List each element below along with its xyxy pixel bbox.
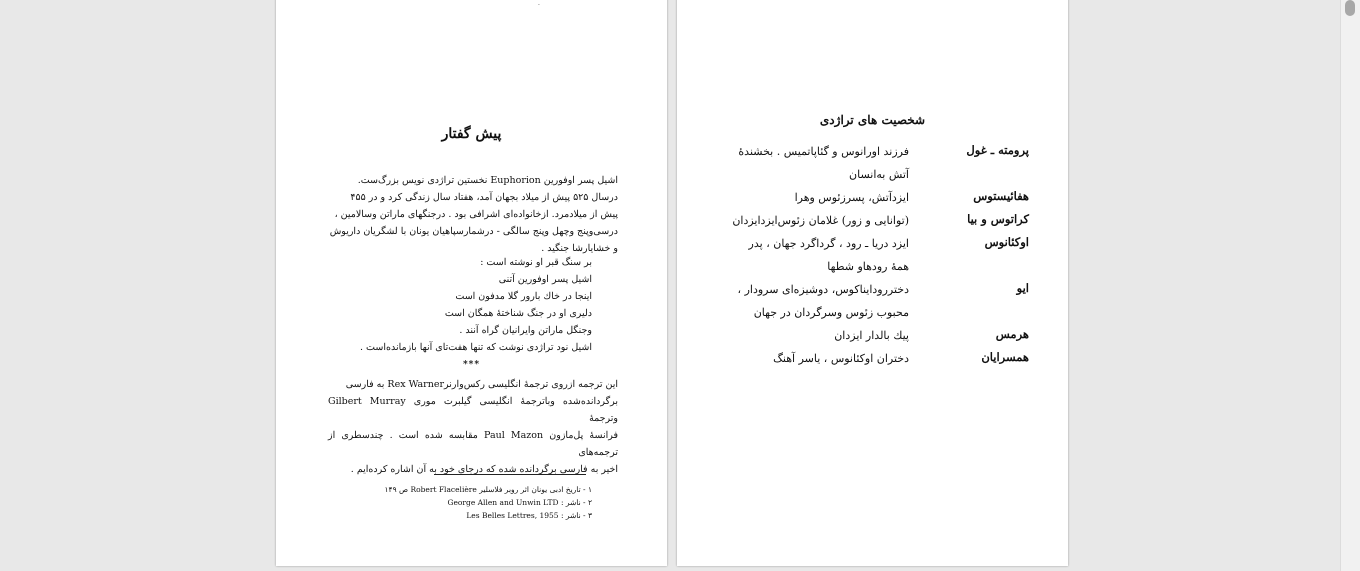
- vertical-scrollbar[interactable]: [1340, 0, 1360, 571]
- cast-entry: [717, 232, 1029, 278]
- cast-entry: [717, 186, 1029, 209]
- poem-line: اینجا در خاك بارور گلا مدفون است: [455, 291, 592, 302]
- text-line: اخیر به فارسی برگردانده شده که درجای خود به آن اشاره کرده‌ایم .: [350, 464, 618, 475]
- poem-line: دلیری او در جنگ شناختهٔ همگان است: [444, 308, 592, 319]
- text-line: آتش به‌انسان: [849, 168, 909, 181]
- poem-line: بر سنگ قبر او نوشته است :: [480, 257, 592, 268]
- text-line: فرزند اورانوس و گئاپاتمیس . بخشندهٔ: [738, 145, 909, 158]
- character-name: کراتوس و بیا: [967, 212, 1029, 226]
- footnote-divider: [434, 474, 586, 475]
- preface-paragraph-2: [328, 376, 618, 478]
- text-line: ایزدآتش، پسرزئوس وهرا: [794, 191, 909, 204]
- character-description: [717, 232, 909, 278]
- poem-line: اشیل نود تراژدی نوشت که تنها هفت‌تای آنها بازمانده‌است .: [360, 342, 592, 353]
- text-line: و خشایارشا جنگید .: [541, 243, 618, 254]
- text-line: برگردانده‌شده وباترجمهٔ انگلیسی گیلبرت موری Gilbert Murray وترجمهٔ: [328, 396, 618, 424]
- cast-entry: [717, 324, 1029, 347]
- character-description: [717, 324, 909, 347]
- text-line: دختران اوکئانوس ، یاسر آهنگ: [773, 352, 909, 365]
- text-line: درسی‌وپنج وچهل وپنج سالگی - درشمارسپاهیان یونان با لشگریان داریوش: [329, 226, 618, 237]
- character-name: اوکئانوس: [984, 235, 1029, 249]
- page-preface: [276, 0, 667, 566]
- scrollbar-thumb[interactable]: [1345, 0, 1355, 16]
- poem-line: اشیل پسر اوفورین آتنی: [498, 274, 592, 285]
- poem-line: وجنگل ماراتن وایرانیان گراه آنند .: [459, 325, 592, 336]
- text-line: دختررودایناکوس، دوشیزه‌ای سرودار ،: [737, 283, 909, 296]
- character-name: پرومته ـ غول: [966, 143, 1029, 157]
- text-line: فرانسهٔ پل‌مازون Paul Mazon مقابسه شده است . چندسطری از ترجمه‌های: [328, 430, 619, 458]
- footnote: ۲ - ناشر : George Allen and Unwin LTD: [447, 498, 592, 507]
- cast-entry: [717, 347, 1029, 370]
- text-line: همهٔ رودهاو شطها: [827, 260, 909, 273]
- preface-paragraph-1: [328, 172, 618, 257]
- text-line: درسال ۵۲۵ پیش از میلاد بجهان آمد، هفتاد سال زندگی کرد و در ۴۵۵: [350, 192, 618, 203]
- cast-entry: [717, 278, 1029, 324]
- character-name: ایو: [1016, 281, 1029, 295]
- cast-list: [717, 140, 1029, 370]
- page-mark: ·: [538, 2, 540, 9]
- characters-title: شخصیت های تراژدی: [819, 113, 926, 127]
- preface-title: پیش گفتار: [441, 126, 502, 142]
- footnote: ۱ - تاریخ ادبی یونان اثر روبر فلاسلیر Robert Flacelière ص ۱۴۹: [384, 485, 592, 494]
- cast-entry: [717, 140, 1029, 186]
- character-name: هفائیستوس: [973, 189, 1029, 203]
- footnotes: [346, 483, 592, 522]
- text-line: محبوب زئوس وسرگردان در جهان: [753, 306, 909, 319]
- character-description: [717, 347, 909, 370]
- character-name: همسرایان: [981, 350, 1029, 364]
- text-line: این ترجمه ازروی ترجمهٔ انگلیسی رکس‌وارنرRex Warner به فارسی: [345, 379, 618, 390]
- character-description: [717, 278, 909, 324]
- character-description: [717, 209, 909, 232]
- section-separator: ***: [462, 360, 481, 370]
- text-line: پیك بالدار ایزدان: [834, 329, 909, 342]
- character-description: [717, 186, 909, 209]
- cast-entry: [717, 209, 1029, 232]
- character-description: [717, 140, 909, 186]
- page-characters: [677, 0, 1068, 566]
- text-line: ایزد دریا ـ رود ، گرداگرد جهان ، پدر: [748, 237, 909, 250]
- text-line: (توانایی و زور) غلامان زئوس‌ایزدایزدان: [732, 214, 909, 227]
- epitaph-poem: [356, 254, 592, 356]
- footnote: ۳ - ناشر : Les Belles Lettres, 1955: [466, 511, 592, 520]
- text-line: اشیل پسر اوفورین Euphorion نخستین تراژدی نویس بزرگ‌ست.: [357, 175, 618, 186]
- text-line: پیش از میلادمرد. ازخانواده‌ای اشرافی بود . درجنگهای ماراتن وسالامین ،: [334, 209, 618, 220]
- character-name: هرمس: [995, 327, 1029, 341]
